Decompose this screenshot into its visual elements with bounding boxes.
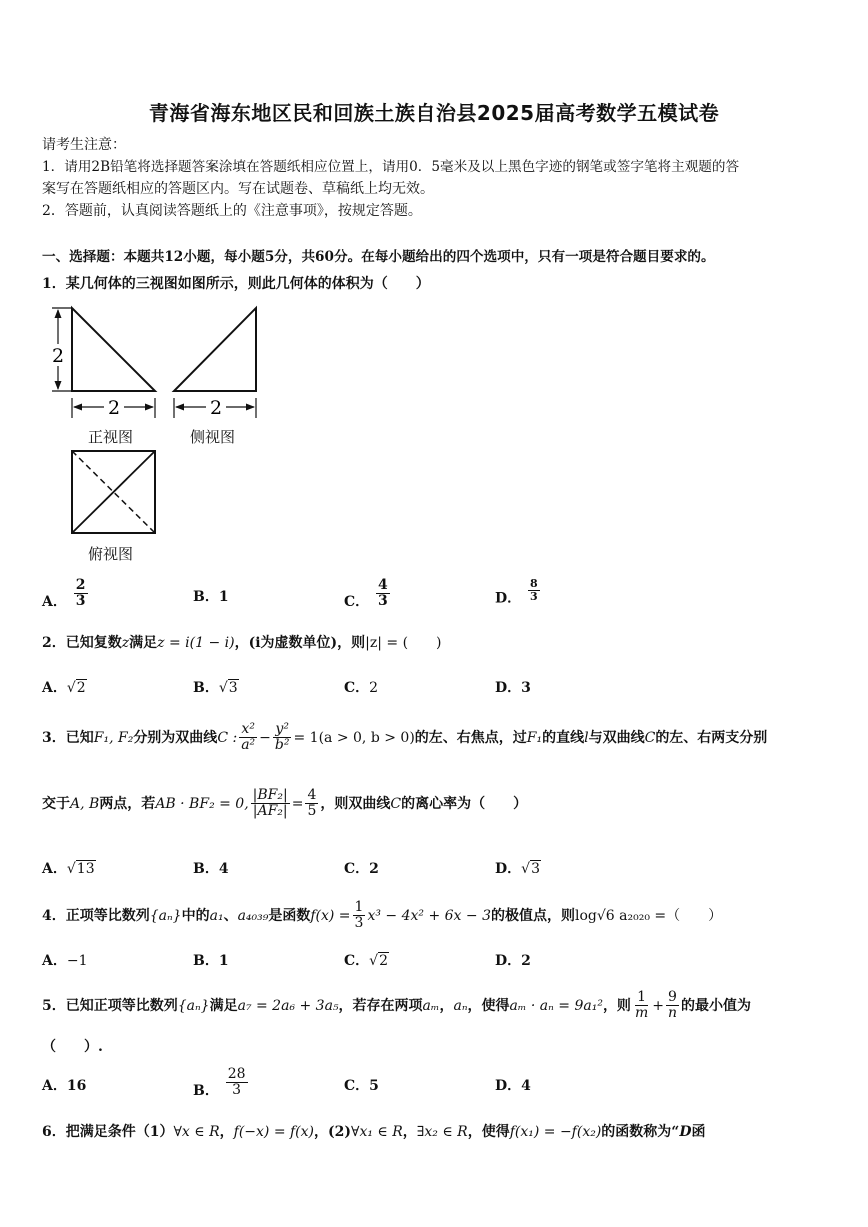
q1-option-b[interactable]: B．1 [193, 589, 229, 605]
q6-stem: 6．把满足条件（1）∀x ∈ R，f(−x) = f(x)，(2)∀x₁ ∈ R，∃x₂ ∈ R，使得f(x₁) = −f(x₂)的函数称为“D函 [42, 1124, 706, 1140]
q4-option-a[interactable]: A．−1 [42, 953, 88, 969]
height-dim-label: 2 [52, 345, 65, 367]
q4-option-b[interactable]: B．1 [193, 953, 229, 969]
q4-stem: 4．正项等比数列{aₙ}中的a₁、a₄₀₃₉是函数f(x) = $\frac{1}{3}$ x³ − 4x² + 6x − 3的极值点，则log√6 a₂₀₂₀ =（ ） [42, 899, 723, 932]
q5-stem: 5．已知正项等比数列{aₙ}满足a₇ = 2a₆ + 3a₅，若存在两项aₘ，aₙ，使得aₘ · aₙ = 9a₁²，则 $\frac{1}{m}$ + $\frac{9}{n}$ 的最小值为 [42, 989, 751, 1022]
notice-item-2: 2．答题前，认真阅读答题纸上的《注意事项》，按规定答题。 [42, 203, 422, 219]
q3-line-2: 交于A, B两点，若AB · BF₂ = 0, $\frac{\text{|BF₂|}}{\text{|AF₂|}}$ = $\frac{4}{5}$ ，则双曲线C的离心率为（ ） [42, 787, 528, 820]
q3-option-d[interactable]: D．√3 [495, 861, 540, 877]
q3-line-1: 3．已知F₁, F₂分别为双曲线C : $\frac{\text{x²}}{\text{a²}}$ − $\frac{\text{y²}}{\text{b²}}$ = 1(a > 0, b > 0)的左、右焦点，过F₁的直线l与双曲线C的左、右两支分别 [42, 721, 768, 754]
notice-item-1b: 案写在答题纸相应的答题区内。写在试题卷、草稿纸上均无效。 [42, 181, 434, 197]
q4-option-d[interactable]: D．2 [495, 953, 531, 969]
q2-option-c[interactable]: C．2 [344, 680, 379, 696]
q2-stem: 2．已知复数z满足z = i(1 − i)，(i为虚数单位)，则|z| = ( ) [42, 635, 442, 651]
notice-item-1a: 1．请用2B铅笔将选择题答案涂填在答题纸相应位置上，请用0．5毫米及以上黑色字迹的钢笔或签字笔将主观题的答 [42, 159, 740, 175]
q3-option-c[interactable]: C．2 [344, 861, 379, 877]
q2-option-d[interactable]: D．3 [495, 680, 531, 696]
q5-option-a[interactable]: A．16 [42, 1078, 87, 1094]
notice-heading: 请考生注意： [42, 137, 126, 153]
front-view-triangle [72, 308, 155, 391]
three-view-figure [38, 300, 278, 570]
q1-stem: 1．某几何体的三视图如图所示，则此几何体的体积为（ ） [42, 276, 430, 292]
q5-stem-cont: （ ）. [42, 1039, 103, 1055]
q3-option-a[interactable]: A．√13 [42, 861, 95, 877]
page-title: 青海省海东地区民和回族土族自治县2025届高考数学五模试卷 [148, 101, 720, 125]
q2-option-a[interactable]: A．√2 [42, 680, 86, 696]
side-width-label: 2 [210, 397, 223, 419]
q5-option-d[interactable]: D．4 [495, 1078, 531, 1094]
q4-option-c[interactable]: C．√2 [344, 953, 388, 969]
front-width-label: 2 [108, 397, 121, 419]
front-view-caption: 正视图 [88, 428, 134, 446]
q3-option-b[interactable]: B．4 [193, 861, 229, 877]
q1-option-d[interactable]: D． $\frac{8}{3}$ [495, 577, 538, 607]
q2-option-b[interactable]: B．√3 [193, 680, 238, 696]
q5-option-b[interactable]: B． $\frac{28}{3}$ [193, 1066, 246, 1099]
q1-option-c[interactable]: C． $\frac{4}{3}$ [344, 577, 388, 610]
side-view-caption: 侧视图 [190, 428, 236, 446]
section-heading: 一、选择题：本题共12小题，每小题5分，共60分。在每小题给出的四个选项中，只有一项是符合题目要求的。 [42, 249, 715, 265]
q1-option-a[interactable]: A． $\frac{2}{3}$ [42, 577, 86, 610]
top-view-caption: 俯视图 [88, 545, 134, 563]
q5-option-c[interactable]: C．5 [344, 1078, 379, 1094]
side-view-triangle [174, 308, 256, 391]
